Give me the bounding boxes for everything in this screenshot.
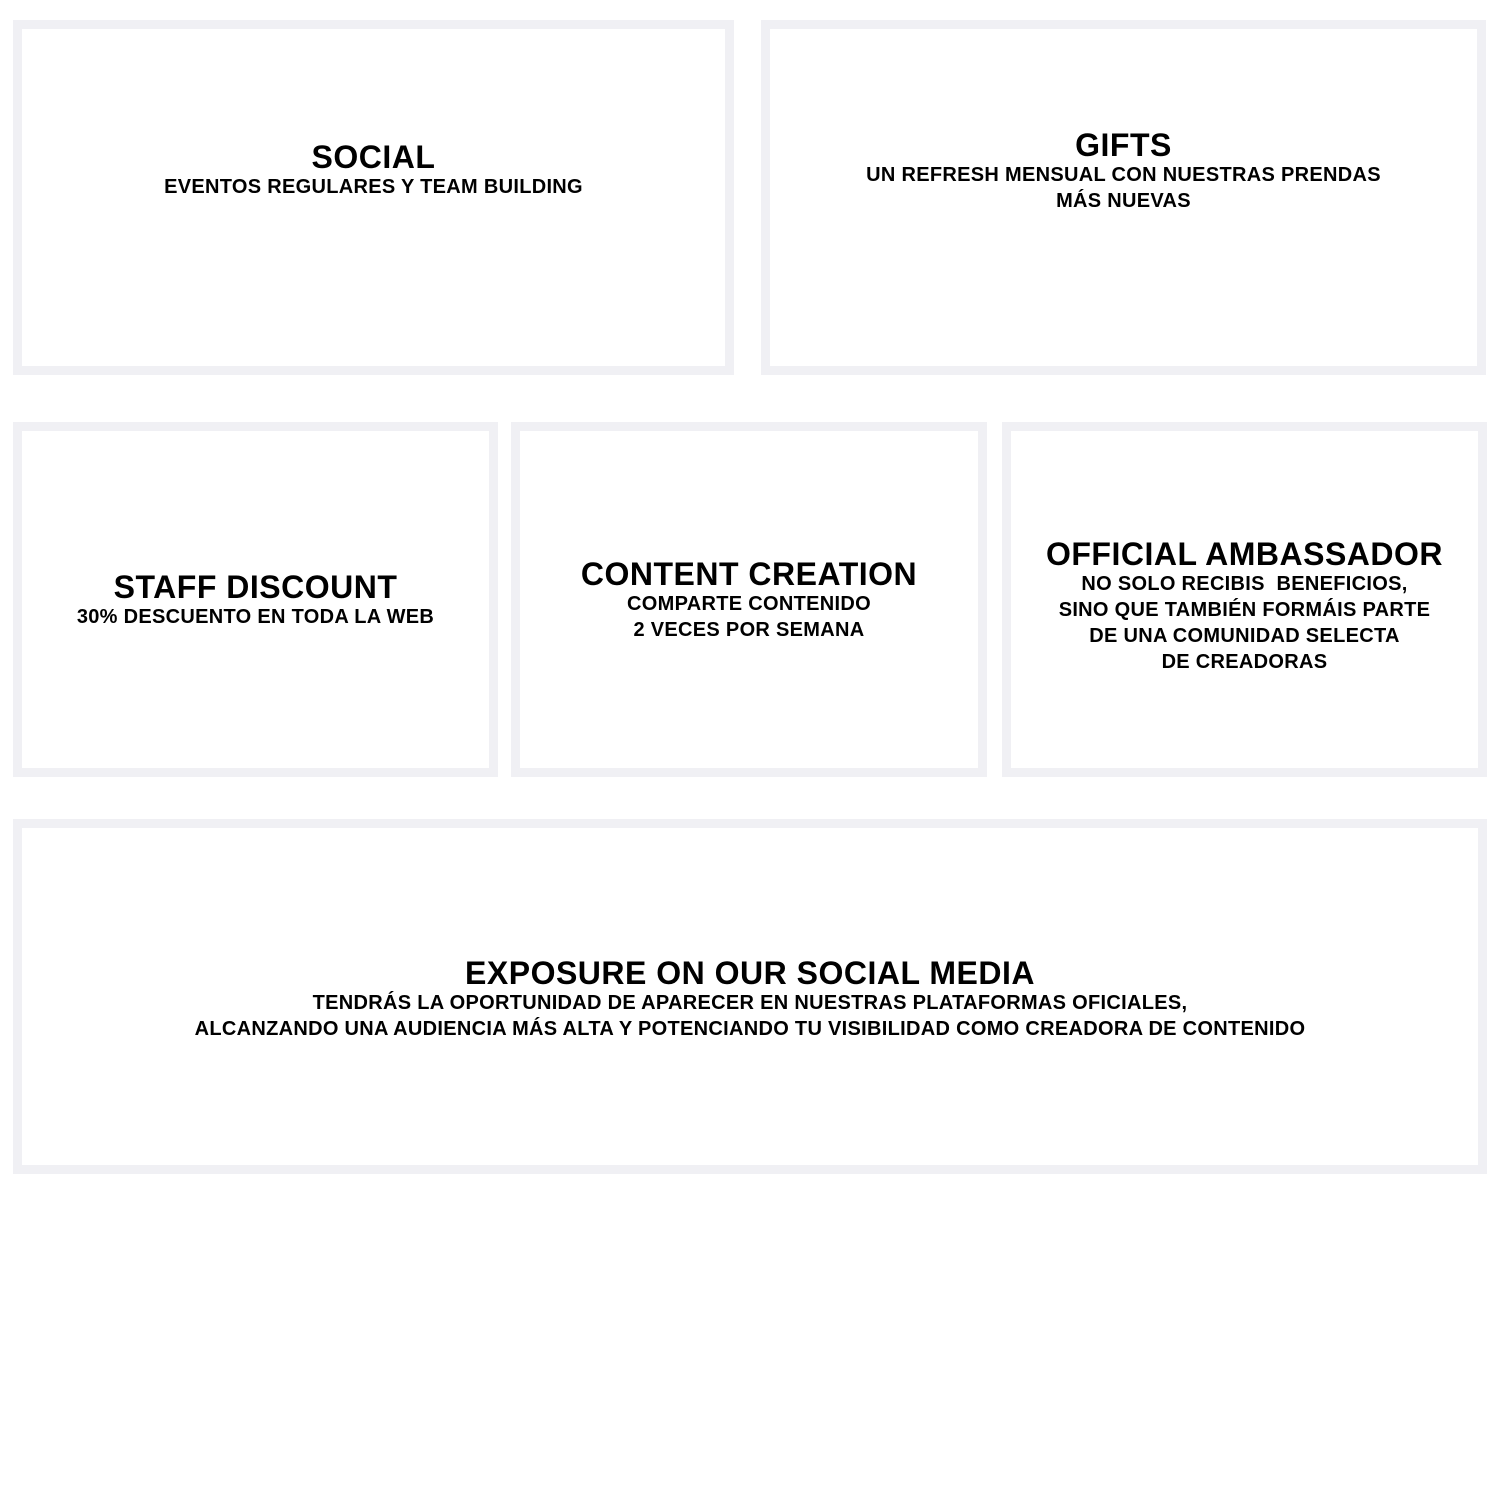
card-content-creation-content	[581, 557, 917, 643]
card-official-ambassador	[1002, 422, 1487, 777]
card-gifts-title: GIFTS	[1075, 126, 1172, 163]
card-social-description	[164, 174, 583, 200]
card-exposure-content	[195, 956, 1306, 1042]
card-social-line: EVENTOS REGULARES Y TEAM BUILDING	[164, 175, 583, 198]
card-staff-discount	[13, 422, 498, 777]
card-official-ambassador-line: SINO QUE TAMBIÉN FORMÁIS PARTE	[1058, 598, 1431, 621]
card-social-title: SOCIAL	[311, 138, 436, 175]
card-staff-discount-description	[77, 604, 434, 630]
card-official-ambassador-title: OFFICIAL AMBASSADOR	[1045, 535, 1444, 572]
card-exposure-line: ALCANZANDO UNA AUDIENCIA MÁS ALTA Y POTENCIANDO TU VISIBILIDAD COMO CREADORA DE CONTENIDO	[194, 1017, 1306, 1040]
card-staff-discount-title: STAFF DISCOUNT	[113, 568, 398, 605]
card-official-ambassador-line: DE UNA COMUNIDAD SELECTA	[1089, 624, 1400, 647]
card-exposure-title: EXPOSURE ON OUR SOCIAL MEDIA	[465, 954, 1035, 991]
card-official-ambassador-description	[1046, 571, 1443, 675]
card-content-creation-title: CONTENT CREATION	[580, 555, 918, 592]
card-gifts	[761, 20, 1486, 375]
card-social	[13, 20, 734, 375]
card-gifts-line: MÁS NUEVAS	[1056, 189, 1191, 212]
card-content-creation-description	[581, 591, 917, 643]
card-gifts-content	[866, 128, 1381, 214]
card-exposure-description	[195, 990, 1306, 1042]
card-content-creation-line: COMPARTE CONTENIDO	[627, 592, 871, 615]
card-content-creation-line: 2 VECES POR SEMANA	[633, 618, 865, 641]
card-content-creation	[511, 422, 987, 777]
card-staff-discount-content	[77, 570, 434, 630]
card-exposure-line: TENDRÁS LA OPORTUNIDAD DE APARECER EN NUESTRAS PLATAFORMAS OFICIALES,	[312, 991, 1188, 1014]
card-gifts-line: UN REFRESH MENSUAL CON NUESTRAS PRENDAS	[866, 163, 1381, 186]
card-official-ambassador-line: NO SOLO RECIBIS BENEFICIOS,	[1081, 572, 1408, 595]
card-social-content	[164, 140, 583, 200]
card-exposure-social-media	[13, 819, 1487, 1174]
card-official-ambassador-line: DE CREADORAS	[1161, 650, 1328, 673]
card-staff-discount-line: 30% DESCUENTO EN TODA LA WEB	[76, 605, 435, 628]
card-gifts-description	[866, 162, 1381, 214]
card-official-ambassador-content	[1046, 537, 1443, 675]
